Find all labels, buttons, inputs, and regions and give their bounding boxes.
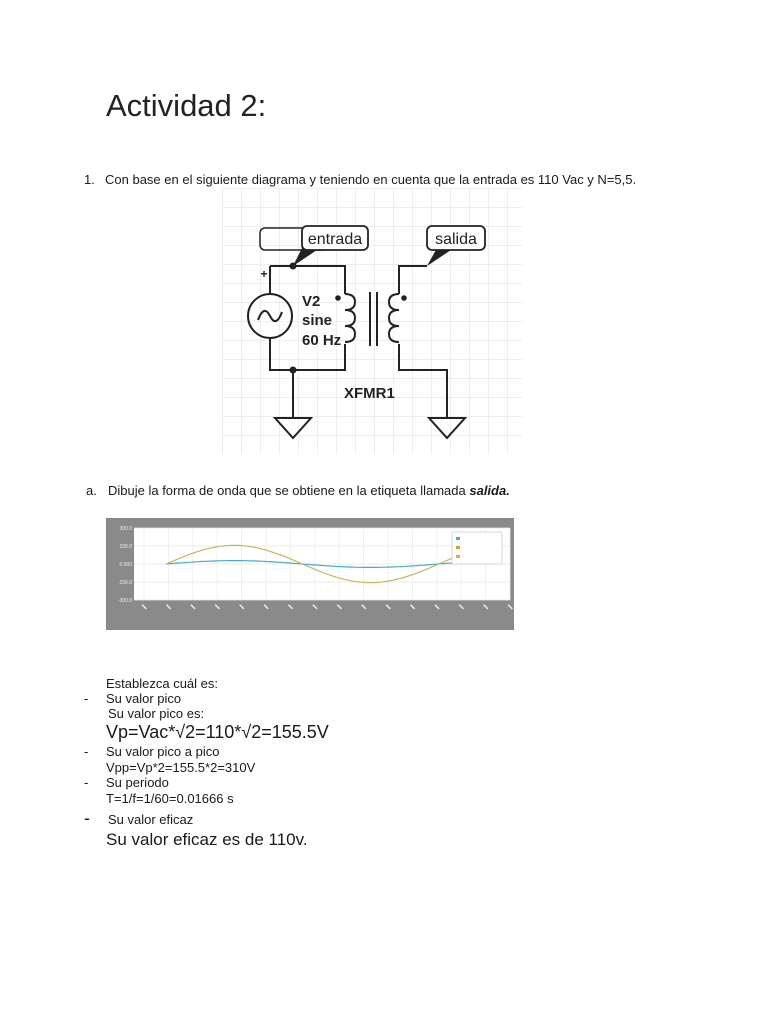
source-type: sine	[302, 312, 333, 329]
bullet-dash: -	[84, 808, 90, 828]
subquestion-text: Dibuje la forma de onda que se obtiene en la etiqueta llamada salida.	[108, 483, 510, 498]
source-name: V2	[302, 293, 321, 310]
bullet-dash: -	[84, 691, 89, 706]
rms-label: Su valor eficaz	[108, 812, 194, 827]
bullet-dash: -	[84, 744, 89, 759]
y-tick-label: -150.0	[117, 580, 132, 586]
chart-legend	[452, 532, 502, 564]
peak-to-peak-formula: Vpp=Vp*2=155.5*2=310V	[106, 760, 256, 775]
answers-intro: Establezca cuál es:	[106, 676, 219, 691]
y-tick-label: -300.0	[117, 598, 132, 604]
period-formula: T=1/f=1/60=0.01666 s	[106, 791, 234, 806]
subquestion-letter: a.	[86, 483, 97, 498]
page-title: Actividad 2:	[106, 88, 267, 123]
waveform-chart	[106, 518, 514, 630]
legend-swatch-3	[456, 555, 460, 558]
peak-label: Su valor pico	[106, 691, 182, 706]
source-frequency: 60 Hz	[302, 332, 342, 349]
peak-subtitle: Su valor pico es:	[108, 706, 205, 721]
label-entrada: entrada	[307, 231, 363, 248]
y-tick-label: 150.0	[119, 544, 132, 550]
svg-text:+: +	[260, 267, 268, 281]
bullet-dash: -	[84, 775, 89, 790]
y-tick-label: 300.0	[119, 526, 132, 532]
peak-formula: Vp=Vac*√2=110*√2=155.5V	[106, 722, 329, 742]
y-tick-label: 0.000	[119, 562, 132, 568]
legend-swatch-2	[456, 546, 460, 549]
question-number: 1.	[84, 172, 95, 187]
transformer-name: XFMR1	[344, 385, 395, 402]
legend-swatch-1	[456, 537, 460, 540]
question-text: Con base en el siguiente diagrama y teniendo en cuenta que la entrada es 110 Vac y N=5,5.	[105, 172, 637, 187]
rms-result: Su valor eficaz es de 110v.	[106, 830, 308, 849]
period-label: Su periodo	[106, 775, 169, 790]
subquestion-emphasis: salida.	[469, 483, 510, 498]
circuit-diagram	[222, 188, 522, 454]
label-salida: salida	[435, 231, 477, 248]
peak-to-peak-label: Su valor pico a pico	[106, 744, 220, 759]
